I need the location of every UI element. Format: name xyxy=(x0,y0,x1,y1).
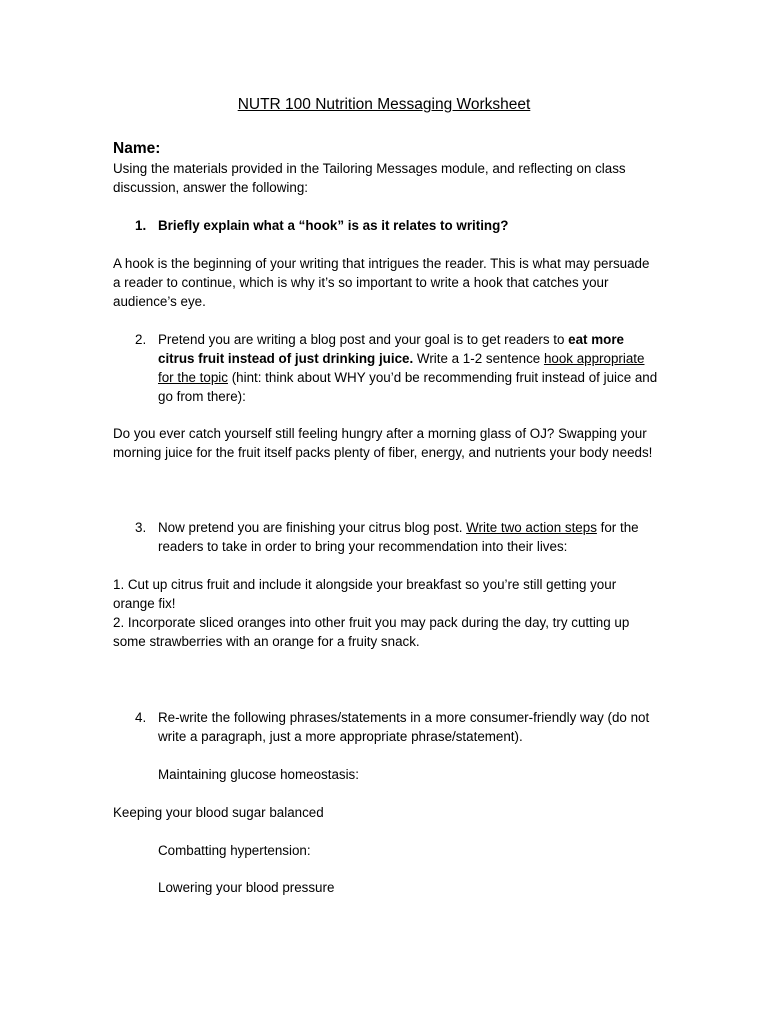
question-4-phrase-2: Combatting hypertension: xyxy=(158,843,311,858)
question-3-part1: Now pretend you are finishing your citrus blog post. xyxy=(158,520,467,535)
answer-2: Do you ever catch yourself still feeling hungry after a morning glass of OJ? Swapping your morning juice for the fruit itself packs plenty of fiber, energy, and nutrients your body needs! xyxy=(113,426,653,460)
question-4-number: 4. xyxy=(135,710,147,725)
question-2-part1: Pretend you are writing a blog post and your goal is to get readers to xyxy=(158,332,569,347)
question-3-part2: for the readers to take in order to bring your recommendation into their lives: xyxy=(158,520,639,554)
question-2-number: 2. xyxy=(135,332,147,347)
answer-3-step-2: 2. Incorporate sliced oranges into other fruit you may pack during the day, try cutting up some strawberries with an orange for a fruity snack. xyxy=(113,615,630,649)
question-2-emphasis: eat more citrus fruit instead of just drinking juice. xyxy=(158,332,624,366)
question-3-text xyxy=(158,518,658,556)
question-4-answer-1: Keeping your blood sugar balanced xyxy=(113,805,324,820)
question-4-answer-2: Lowering your blood pressure xyxy=(158,880,335,895)
question-1-text: Briefly explain what a “hook” is as it relates to writing? xyxy=(158,218,509,233)
question-2-text xyxy=(158,330,658,406)
question-2-part3: (hint: think about WHY you’d be recommending fruit instead of juice and go from there): xyxy=(158,370,658,404)
question-1-number: 1. xyxy=(135,218,147,233)
name-label: Name: xyxy=(113,140,161,157)
question-2-underline: hook appropriate for the topic xyxy=(158,351,645,385)
question-3-number: 3. xyxy=(135,520,147,535)
answer-3-step-1: 1. Cut up citrus fruit and include it alongside your breakfast so you’re still getting your orange fix! xyxy=(113,577,617,611)
question-4-text: Re-write the following phrases/statements in a more consumer-friendly way (do not write a paragraph, just a more appropriate phrase/statement). xyxy=(158,710,650,744)
question-2-part2: Write a 1-2 sentence xyxy=(413,351,544,366)
question-3-underline: Write two action steps xyxy=(466,520,597,535)
intro-text: Using the materials provided in the Tailoring Messages module, and reflecting on class discussion, answer the following: xyxy=(113,161,626,195)
answer-1: A hook is the beginning of your writing that intrigues the reader. This is what may persuade a reader to continue, which is why it’s so important to write a hook that catches your audience’s eye. xyxy=(113,256,650,309)
page-title: NUTR 100 Nutrition Messaging Worksheet xyxy=(237,96,531,113)
question-4-phrase-1: Maintaining glucose homeostasis: xyxy=(158,767,359,782)
